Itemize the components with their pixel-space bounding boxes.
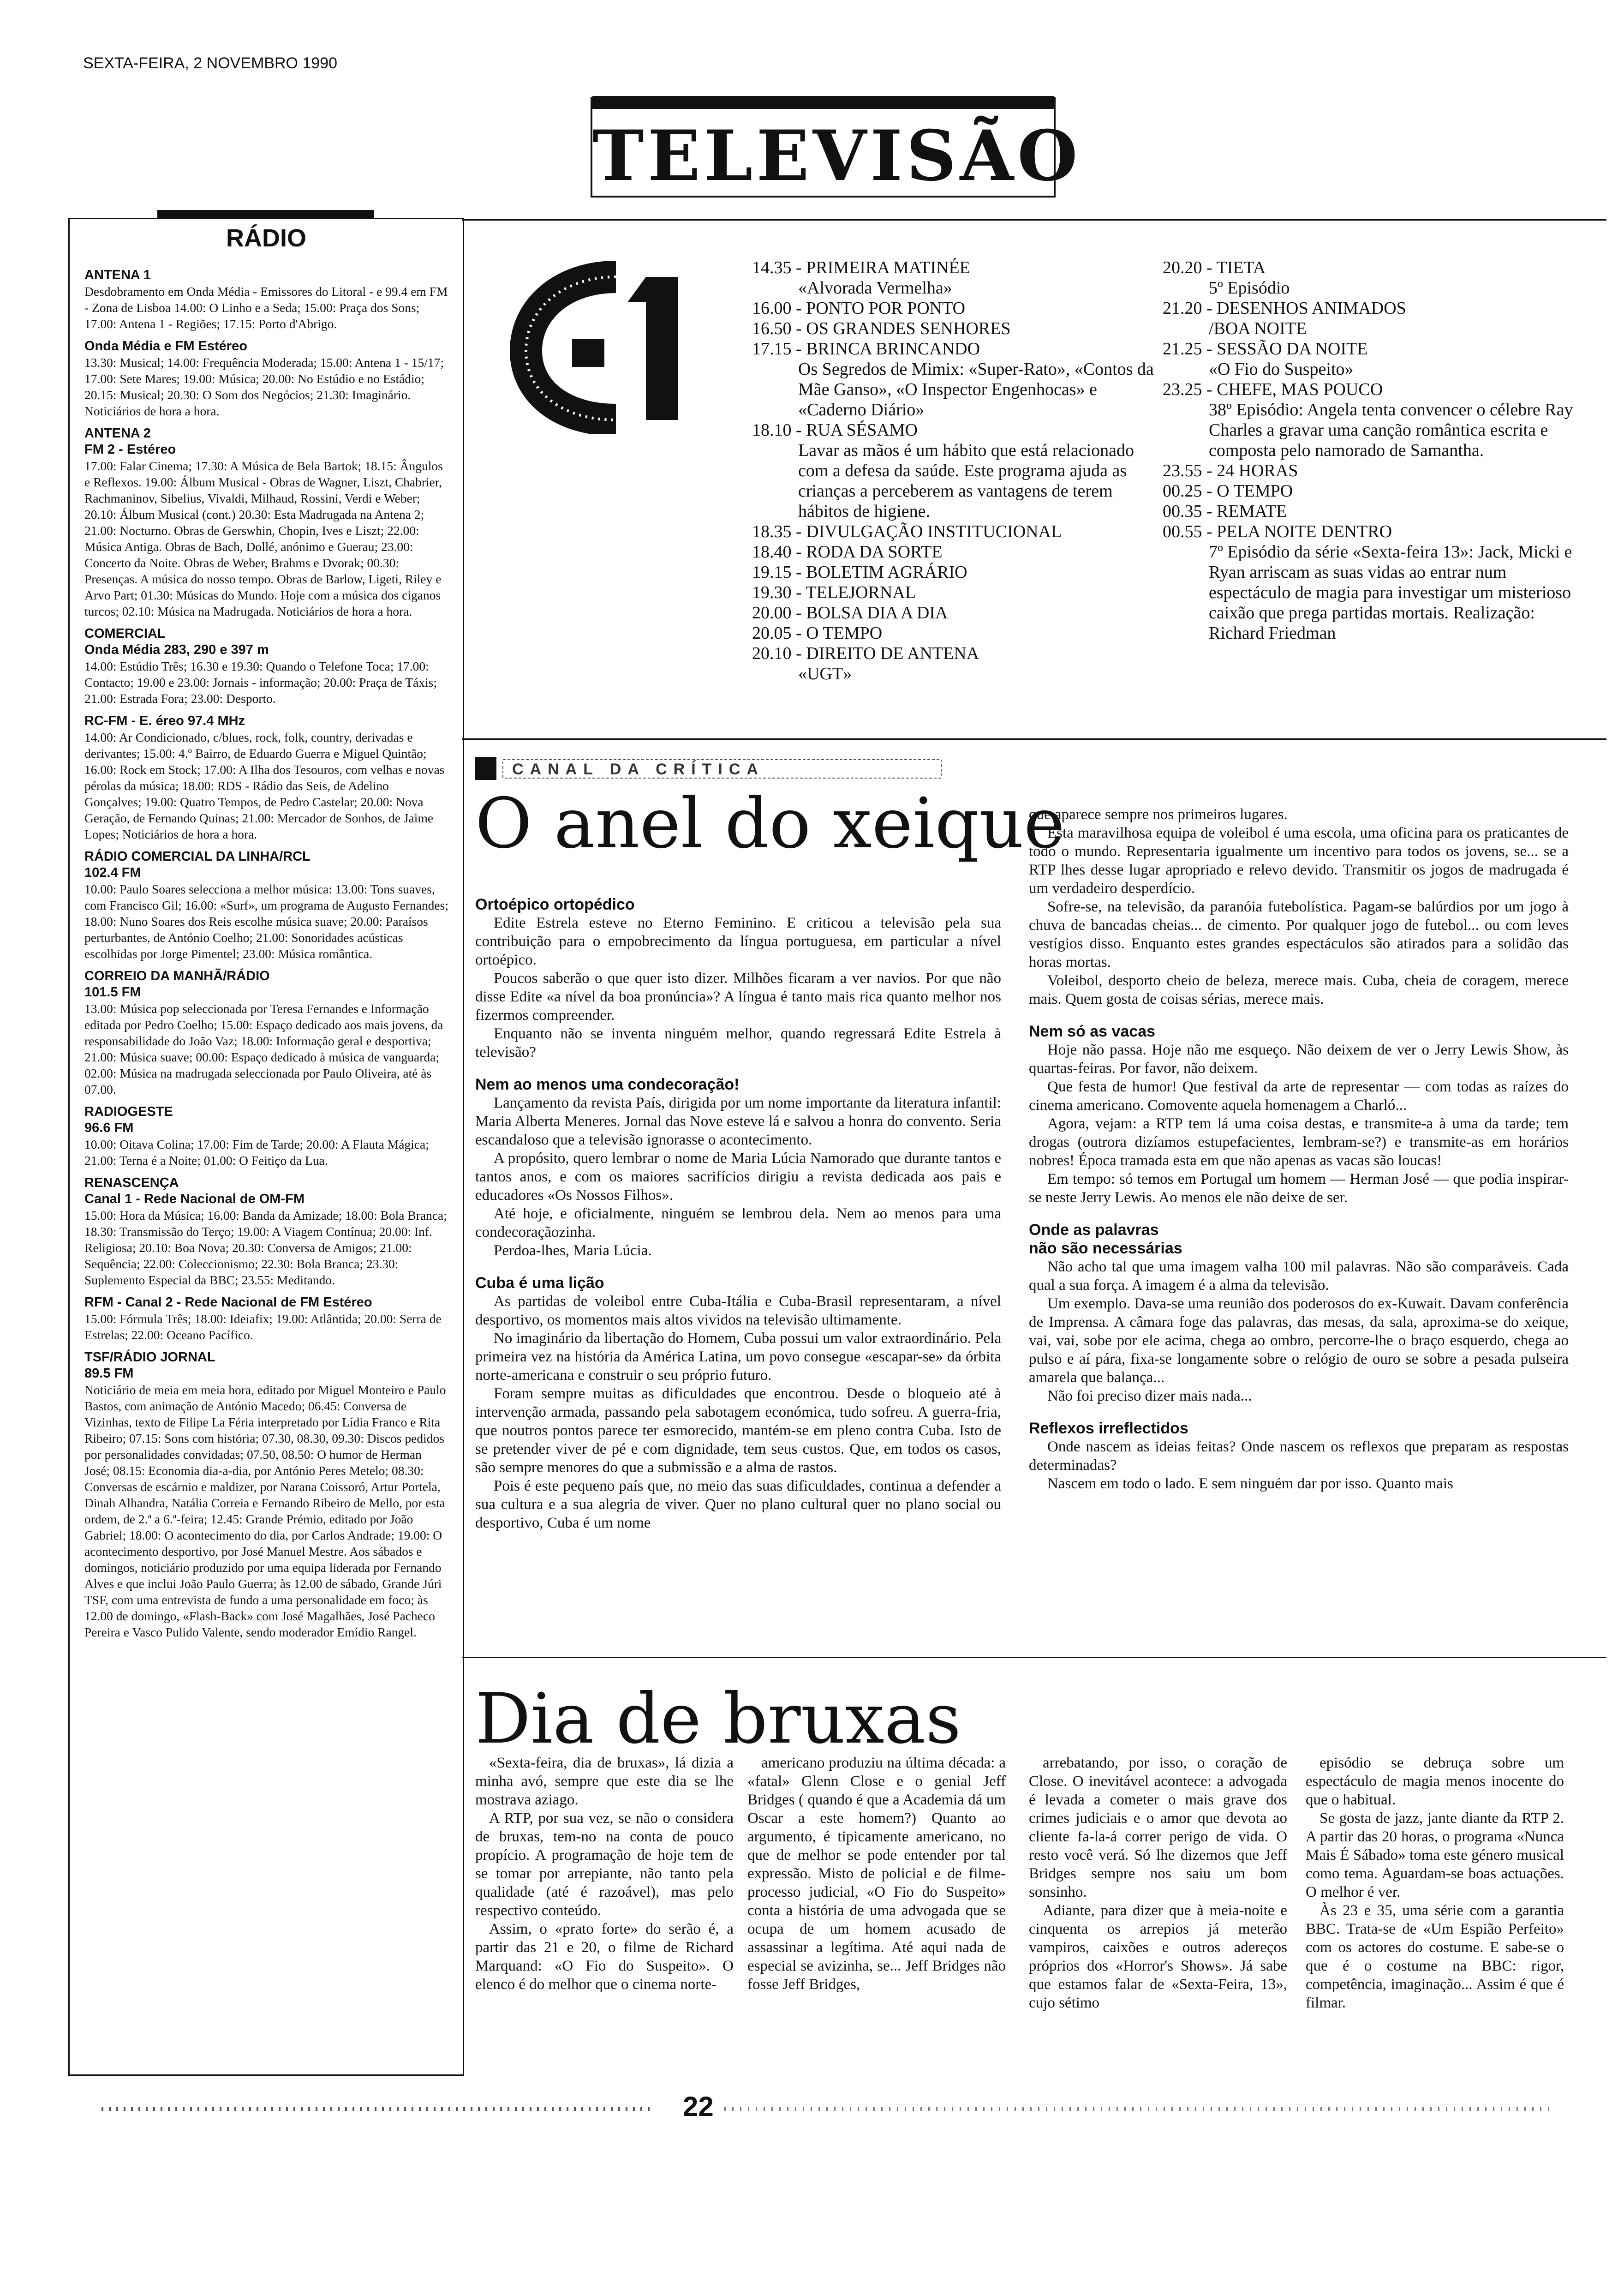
critica-paragraph: Em tempo: só temos em Portugal um homem — Herman José — que podia inspirar-se neste Jerry Lewis. Ao menos ele não deixe de ser. [1029,1171,1569,1206]
bruxas-paragraph: «Sexta-feira, dia de bruxas», lá dizia a minha avó, sempre que este dia se lhe mostrava aziago. [475,1755,734,1808]
channel-logo-icon [508,258,724,434]
critica-paragraph: Não acho tal que uma imagem valha 100 mil palavras. Não são comparáveis. Cada qual a sua força. A imagem é a alma da televisão. [1029,1258,1569,1294]
tv-programme-description: «Alvorada Vermelha» [798,278,952,298]
critica-paragraph: Que festa de humor! Que festival da arte de representar — com todas as raízes do cinema americano. Comovente aquela homenagem a Charló... [1029,1079,1569,1114]
tv-programme-description: «O Fio do Suspeito» [1209,360,1354,379]
critica-paragraph: Edite Estrela esteve no Eterno Feminino. E criticou a televisão pela sua contribuição para o empobrecimento da língua portuguesa, em particular a nível ortoépico. [475,915,1001,968]
page-number: 22 [683,2091,714,2122]
critica-subheading: Cuba é uma lição [475,1274,604,1292]
bruxas-column-2 [747,1754,1006,1994]
bruxas-paragraph: episódio se debruça sobre um espectáculo de magia menos inocente do que o habitual. [1306,1755,1564,1808]
critica-kicker-text: CANAL DA CRÍTICA [512,761,764,778]
bruxas-paragraph: Se gosta de jazz, jante diante da RTP 2. A partir das 20 horas, o programa «Nunca Mais É Sábado» toma este género musical como tema. Aguardam-se boas actuações. O melhor é ver. [1306,1810,1564,1900]
tv-programme-time-title: 00.35 - REMATE [1163,502,1287,521]
tv-schedule-column-2 [1163,258,1578,643]
critica-paragraph: Perdoa-lhes, Maria Lúcia. [494,1242,652,1259]
critica-paragraph: Onde nascem as ideias feitas? Onde nascem os reflexos que preparam as respostas determinadas? [1029,1438,1569,1474]
section-title: TELEVISÃO [592,115,1081,197]
tv-programme-description: 7º Episódio da série «Sexta-feira 13»: Jack, Micki e Ryan arriscam as suas vidas ao entrar num espectáculo de magia para investigar um misterioso caixão que prega partidas mortais. Realização: Richard Friedman [1209,542,1572,643]
tv-programme-time-title: 17.15 - BRINCA BRINCANDO [752,339,980,359]
radio-station-name: RFM - Canal 2 - Rede Nacional de FM Estéreo [84,1295,372,1310]
critica-subheading: Reflexos irreflectidos [1029,1420,1188,1437]
tv-programme-time-title: 20.10 - DIREITO DE ANTENA [752,644,979,663]
critica-column-right [1029,805,1569,1493]
radio-station-frequency: 102.4 FM [84,865,141,880]
radio-station-name: Onda Média e FM Estéreo [84,339,247,354]
critica-paragraph: A propósito, quero lembrar o nome de Maria Lúcia Namorado que durante tantos e tantos anos, e com os maiores sacrifícios dirigiu a revista dedicada aos pais e educadores «Os Nossos Filhos». [475,1150,1001,1204]
bruxas-column-1 [475,1754,734,1994]
bruxas-paragraph: americano produziu na última década: a «fatal» Glenn Close e o genial Jeff Bridges ( quando é que a Academia dá um Oscar a este homem?) Quanto ao argumento, é tipicamente americano, no que de melhor se pode entender por tal expressão. Misto de policial e de filme-processo judicial, «O Fio do Suspeito» conta a história de uma advogada que se ocupa de um homem acusado de assassinar a legítima. Até aqui nada de especial se avizinha, se... Jeff Bridges não fosse Jeff Bridges, [747,1755,1006,1993]
critica-paragraph: Um exemplo. Dava-se uma reunião dos poderosos do ex-Kuwait. Davam conferência de Imprensa. A câmara foge das palavras, das mesas, da sala, aproxima-se do xeique, vai, vai, sobe por ele acima, chega ao ombro, percorre-lhe o braço esquerdo, chega ao pulso e aí pára, fixa-se longamente sobre o relógio de ouro se sobre a pesada pulseira amarela que balança... [1029,1295,1569,1386]
critica-kicker [475,757,946,780]
critica-headline: O anel do xeique [475,784,1065,864]
tv-programme-description: Os Segredos de Mimix: «Super-Rato», «Contos da Mãe Ganso», «O Inspector Engenhocas» e «Caderno Diário» [798,360,1154,419]
critica-paragraph: As partidas de voleibol entre Cuba-Itália e Cuba-Brasil representaram, a nível desportivo, os momentos mais altos vividos na televisão ultimamente. [475,1293,1001,1328]
bruxas-paragraph: Às 23 e 35, uma série com a garantia BBC. Trata-se de «Um Espião Perfeito» com os actores do costume. E sabe-se o que é o costume na BBC: rigor, competência, imaginação... Assim é que é filmar. [1306,1902,1564,2011]
radio-station-schedule: 13.30: Musical; 14.00: Frequência Moderada; 15.00: Antena 1 - 15/17; 17.00: Sete Mares; 19.00: Música; 20.00: No Estúdio e no Estádio; 20.15: Musical; 20.30: O Som dos Negócios; 21.30: Imaginário. Noticiários de hora a hora. [84,355,444,418]
radio-station-schedule: Desdobramento em Onda Média - Emissores do Litoral - e 99.4 em FM - Zona de Lisboa 14.00: O Linho e a Seda; 15.00: Praça dos Sons; 17.00: Antena 1 - Regiões; 17.15: Porto d'Abrigo. [84,284,448,331]
radio-station-name: RC-FM - E. éreo 97.4 MHz [84,713,245,728]
logo-text: C1 [615,431,616,432]
critica-paragraph: No imaginário da libertação do Homem, Cuba possui um valor extraordinário. Pela primeira vez na história da América Latina, um povo consegue «escapar-se» da órbita norte-americana e construir o seu próprio futuro. [475,1330,1001,1384]
radio-station-name: TSF/RÁDIO JORNAL [84,1350,215,1365]
critica-paragraph: Lançamento da revista País, dirigida por um nome importante da literatura infantil: Maria Alberta Meneres. Jornal das Nove esteve lá e salvou a honra do convento. Seria escandaloso que a televisão ignorasse o acontecimento. [475,1095,1001,1148]
section-masthead [591,97,1081,198]
critica-subheading: Nem só as vacas [1029,1023,1156,1040]
tv-programme-time-title: 16.00 - PONTO POR PONTO [752,299,966,318]
radio-listings [68,218,464,2076]
radio-station-schedule: 10.00: Paulo Soares selecciona a melhor música: 13.00: Tons suaves, com Francisco Gil; 16.00: «Surf», um programa de Augusto Fernandes; 18.00: Nuno Soares dos Reis escolhe música suave; 20.00: Paraísos perturbantes, de António Coelho; 21.00: Sonoridades acústicas escolhidas por Jorge Pimentel; 23.00: Música romântica. [84,882,448,961]
radio-station-schedule: 13.00: Música pop seleccionada por Teresa Fernandes e Informação editada por Pedro Coelho; 15.00: Espaço dedicado aos mais jovens, da responsabilidade do João Vaz; 18.00: Informação geral e desportiva; 21.00: Música suave; 00.00: Espaço dedicado à música de vanguarda; 02.00: Música na madrugada seleccionada por Paulo Oliveira, até às 07.00. [84,1001,443,1097]
footer-strip [102,2102,1555,2116]
tv-programme-description: «UGT» [798,664,852,683]
masthead-bar [592,96,1054,109]
tv-programme-time-title: 18.10 - RUA SÉSAMO [752,420,918,440]
critica-paragraph: Enquanto não se inventa ninguém melhor, quando regressará Edite Estrela à televisão? [475,1025,1001,1061]
radio-station-frequency: 89.5 FM [84,1366,134,1381]
radio-station-name: ANTENA 1 [84,268,151,282]
radio-station-frequency: Canal 1 - Rede Nacional de OM-FM [84,1192,304,1206]
critica-subheading: não são necessárias [1029,1240,1182,1257]
critica-paragraph: Voleibol, desporto cheio de beleza, merece mais. Cuba, cheia de coragem, merece mais. Quem gosta de coisas sérias, merece mais. [1029,972,1569,1007]
critica-paragraph: que aparece sempre nos primeiros lugares. [1029,806,1288,823]
critica-paragraph: Hoje não passa. Hoje não me esqueço. Não deixem de ver o Jerry Lewis Show, às quartas-feiras. Por favor, não deixem. [1029,1042,1569,1077]
tv-programme-time-title: 00.55 - PELA NOITE DENTRO [1163,522,1392,541]
bruxas-paragraph: Assim, o «prato forte» do serão é, a partir das 21 e 20, o filme de Richard Marquand: «O Fio do Suspeito». O elenco é do melhor que o cinema norte- [475,1921,734,1993]
radio-station-name: COMERCIAL [84,626,166,641]
tv-programme-time-title: 21.20 - DESENHOS ANIMADOS [1163,299,1406,318]
bruxas-column-3 [1029,1754,1287,2012]
page-date: SEXTA-FEIRA, 2 NOVEMBRO 1990 [83,54,338,72]
critica-paragraph: Pois é este pequeno país que, no meio das suas dificuldades, continua a defender a sua cultura e a sua alegria de viver. Quer no plano cultural quer no plano social ou desportivo, Cuba é um nome [475,1478,1001,1531]
tv-programme-time-title: 23.55 - 24 HORAS [1163,461,1298,480]
radio-station-schedule: 15.00: Fórmula Três; 18.00: Ideiafix; 19.00: Atlântida; 20.00: Serra de Estrelas; 22.00: Oceano Pacífico. [84,1312,442,1342]
tv-programme-time-title: 19.15 - BOLETIM AGRÁRIO [752,563,967,582]
radio-station-schedule: 17.00: Falar Cinema; 17.30: A Música de Bela Bartok; 18.15: Ângulos e Reflexos. 19.00: Álbum Musical - Obras de Wagner, Liszt, Chabrier, Rachmaninov, Sibelius, Vivaldi, Milhaud, Rossini, Verdi e Weber; 20.10: Álbum Musical (cont.) 20.30: Esta Madrugada na Antena 2; 21.00: Nocturno. Obras de Gerswhin, Chopin, Ives e Liszt; 22.00: Música Antiga. Obras de Bach, Dollé, anónimo e Guerau; 23.00: Concerto da Noite. Obras de Weber, Brahms e Dvorak; 00.30: Presenças. A música do nosso tempo. Obras de Barlow, Ligeti, Riley e Arvo Part; 01.30: Músicas do Mundo. Hoje com a música dos ciganos turcos; 02.10: Música na Madrugada. Noticiários de hora a hora. [84,459,443,618]
tv-programme-time-title: 21.25 - SESSÃO DA NOITE [1163,339,1368,359]
radio-station-schedule: 10.00: Oitava Colina; 17.00: Fim de Tarde; 20.00: A Flauta Mágica; 21.00: Terna é a Noite; 01.00: O Feitiço da Lua. [84,1137,429,1168]
radio-station-frequency: FM 2 - Estéreo [84,442,176,457]
critica-paragraph: Agora, vejam: a RTP tem lá uma coisa destas, e transmite-a à uma da tarde; tem drogas (outrora dizíamos estupefacientes, lembram-se?) e transmite-as em horários nobres! Época tramada esta em que não apenas as vacas são loucas! [1029,1115,1569,1169]
bruxas-paragraph: Adiante, para dizer que à meia-noite e cinquenta os arrepios já meterão vampiros, caixões e outros adereços próprios dos «Horror's Shows». Já sabe que estamos falar de «Sexta-Feira, 13», cujo sétimo [1029,1902,1287,2011]
radio-station-name: RENASCENÇA [84,1175,179,1190]
section-divider [462,1657,1606,1658]
critica-paragraph: Sofre-se, na televisão, da paranóia futebolística. Pagam-se balúrdios por um jogo à chuva de bancadas cheias... de cimento. Por qualquer jogo de futebol... ou com leves vestígios disso. Enquanto estes grandes espectáculos são atirados para a solidão das horas mortas. [1029,899,1569,971]
radio-station-name: ANTENA 2 [84,426,151,441]
radio-heading: RÁDIO [70,219,463,252]
radio-station-name: RÁDIO COMERCIAL DA LINHA/RCL [84,849,310,864]
tv-programme-time-title: 20.00 - BOLSA DIA A DIA [752,603,948,623]
radio-station-frequency: Onda Média 283, 290 e 397 m [84,642,269,657]
critica-paragraph: Poucos saberão o que quer isto dizer. Milhões ficaram a ver navios. Por que não disse Edite «a nível da boa pronúncia»? A língua é tanto mais rica quanto melhor nos fizermos compreender. [475,970,1001,1024]
tv-programme-time-title: 18.40 - RODA DA SORTE [752,542,943,562]
tv-schedule-column-1 [752,258,1158,684]
radio-stations [84,261,449,1640]
bruxas-paragraph: arrebatando, por isso, o coração de Close. O inevitável acontece: a advogada é levada a cometer o mais grave dos crimes judiciais e o amor que devota ao cliente fa-la-á correr perigo de vida. O resto você verá. Só lhe dizemos que Jeff Bridges sempre nos saiu um bom sonsinho. [1029,1755,1287,1900]
tv-programme-description: 38º Episódio: Angela tenta convencer o célebre Ray Charles a gravar uma canção romântica escrita e composta pelo namorado de Samantha. [1209,400,1573,460]
radio-station-schedule: 14.00: Ar Condicionado, c/blues, rock, folk, country, derivadas e derivantes; 15.00: 4.º Bairro, de Eduardo Guerra e Miguel Quintão; 16.00: Rock em Stock; 17.00: A Ilha dos Tesouros, com velhas e novas pérolas da música; 18.00: RDS - Rádio das Seis, de Adelino Gonçalves; 19.00: Quatro Tempos, de Pedro Castelar; 20.00: Nova Geração, de Fernando Quinas; 21.00: Mercador de Sonhos, de Jaime Lopes; Noticiários de hora a hora. [84,730,445,841]
critica-paragraph: Foram sempre muitas as dificuldades que encontrou. Desde o bloqueio até à intervenção armada, passando pela sabotagem económica, tudo sofreu. A guerra-fria, que noutros pontos parece ter esmorecido, mantém-se em pleno contra Cuba. Isto de se pretender viver de pé e com dignidade, tem seus custos. Que, em todos os casos, são sempre menores do que a submissão e a alma de rastos. [475,1385,1001,1476]
tv-programme-time-title: 23.25 - CHEFE, MAS POUCO [1163,380,1383,399]
critica-column-left [475,881,1001,1532]
tv-programme-time-title: 19.30 - TELEJORNAL [752,583,916,602]
radio-station-schedule: 15.00: Hora da Música; 16.00: Banda da Amizade; 18.00: Bola Branca; 18.30: Transmissão do Terço; 19.00: A Viagem Contínua; 20.00: Inf. Religiosa; 20.10: Boa Nova; 20.30: Conversa de Amigos; 21.00: Sequência; 22.00: Coleccionismo; 22.30: Bola Branca; 23.30: Suplemento Especial da BBC; 23.55: Meditando. [84,1208,447,1287]
tv-programme-time-title: 18.35 - DIVULGAÇÃO INSTITUCIONAL [752,522,1062,541]
radio-station-name: CORREIO DA MANHÃ/RÁDIO [84,969,270,983]
tv-programme-time-title: 14.35 - PRIMEIRA MATINÉE [752,258,970,277]
bruxas-headline: Dia de bruxas [475,1679,961,1759]
tv-programme-description: 5º Episódio [1209,278,1290,298]
tv-programme-time-title: 20.20 - TIETA [1163,258,1266,277]
critica-subheading: Onde as palavras [1029,1221,1159,1239]
tv-programme-description: /BOA NOITE [1209,319,1307,338]
radio-station-frequency: 96.6 FM [84,1121,134,1135]
radio-station-name: RADIOGESTE [84,1104,173,1119]
bruxas-column-4 [1306,1754,1564,2012]
critica-paragraph: Até hoje, e oficialmente, ninguém se lembrou dela. Nem ao menos para uma condecoraçãozinha. [475,1205,1001,1240]
critica-subheading: Nem ao menos uma condecoração! [475,1076,740,1093]
critica-paragraph: Nascem em todo o lado. E sem ninguém dar por isso. Quanto mais [1047,1475,1453,1492]
critica-paragraph: Não foi preciso dizer mais nada... [1047,1388,1252,1404]
critica-paragraph: Esta maravilhosa equipa de voleibol é uma escola, uma oficina para os praticantes de todo o mundo. Representaria igualmente um incentivo para todos os jovens, se... se a RTP lhes desse lugar apropriado e relevo devido. Transmitir os jogos de madrugada é um verdadeiro desperdício. [1029,825,1569,897]
radio-station-schedule: Noticiário de meia em meia hora, editado por Miguel Monteiro e Paulo Bastos, com animação de António Macedo; 06.45: Conversa de Vizinhas, texto de Filipe La Féria interpretado por Lídia Franco e Rita Ribeiro; 07.15: Sons com história; 07.30, 08.30, 09.30: Discos pedidos por personalidades convidadas; 07.50, 08.50: O humor de Herman José; 08.15: Economia dia-a-dia, por António Peres Metelo; 08.30: Conversas de escárnio e maldizer, por Narana Coissoró, Artur Portela, Dinah Alhandra, Natália Correia e Fernando Ribeiro de Mello, por esta ordem, de 2.ª a 6.ª-feira; 12.45: Grande Prémio, editado por João Gabriel; 18.00: O acontecimento do dia, por Carlos Andrade; 19.00: O acontecimento desportivo, por José Manuel Mestre. Aos sábados e domingos, noticiário produzido por uma equipa liderada por Fernando Alves e que inclui João Paulo Guerra; às 12.00 de sábado, Grande Júri TSF, com uma entrevista de fundo a uma personalidade em foco; às 12.00 de domingo, «Flash-Back» com José Magalhães, José Pacheco Pereira e Vasco Pulido Valente, sendo moderador Emídio Rangel. [84,1383,446,1639]
tv-programme-description: Lavar as mãos é um hábito que está relacionado com a defesa da saúde. Este programa ajuda as crianças a perceberem as vantagens de terem hábitos de higiene. [798,441,1134,521]
tv-programme-time-title: 16.50 - OS GRANDES SENHORES [752,319,1011,338]
radio-station-frequency: 101.5 FM [84,985,141,1000]
tv-programme-time-title: 00.25 - O TEMPO [1163,481,1293,501]
bruxas-paragraph: A RTP, por sua vez, se não o considera de bruxas, tem-no na conta de pouco propício. A programação de hoje tem de se tomar por arrepiante, não tanto pela qualidade (até é razoável), mas pelo respectivo conteúdo. [475,1810,734,1919]
critica-subheading: Ortoépico ortopédico [475,896,635,913]
radio-station-schedule: 14.00: Estúdio Três; 16.30 e 19.30: Quando o Telefone Toca; 17.00: Contacto; 19.00 e 23.00: Jornais - informação; 20.00: Praça de Táxis; 21.00: Estrada Fora; 23.00: Desporto. [84,659,437,706]
tv-programme-time-title: 20.05 - O TEMPO [752,623,883,643]
